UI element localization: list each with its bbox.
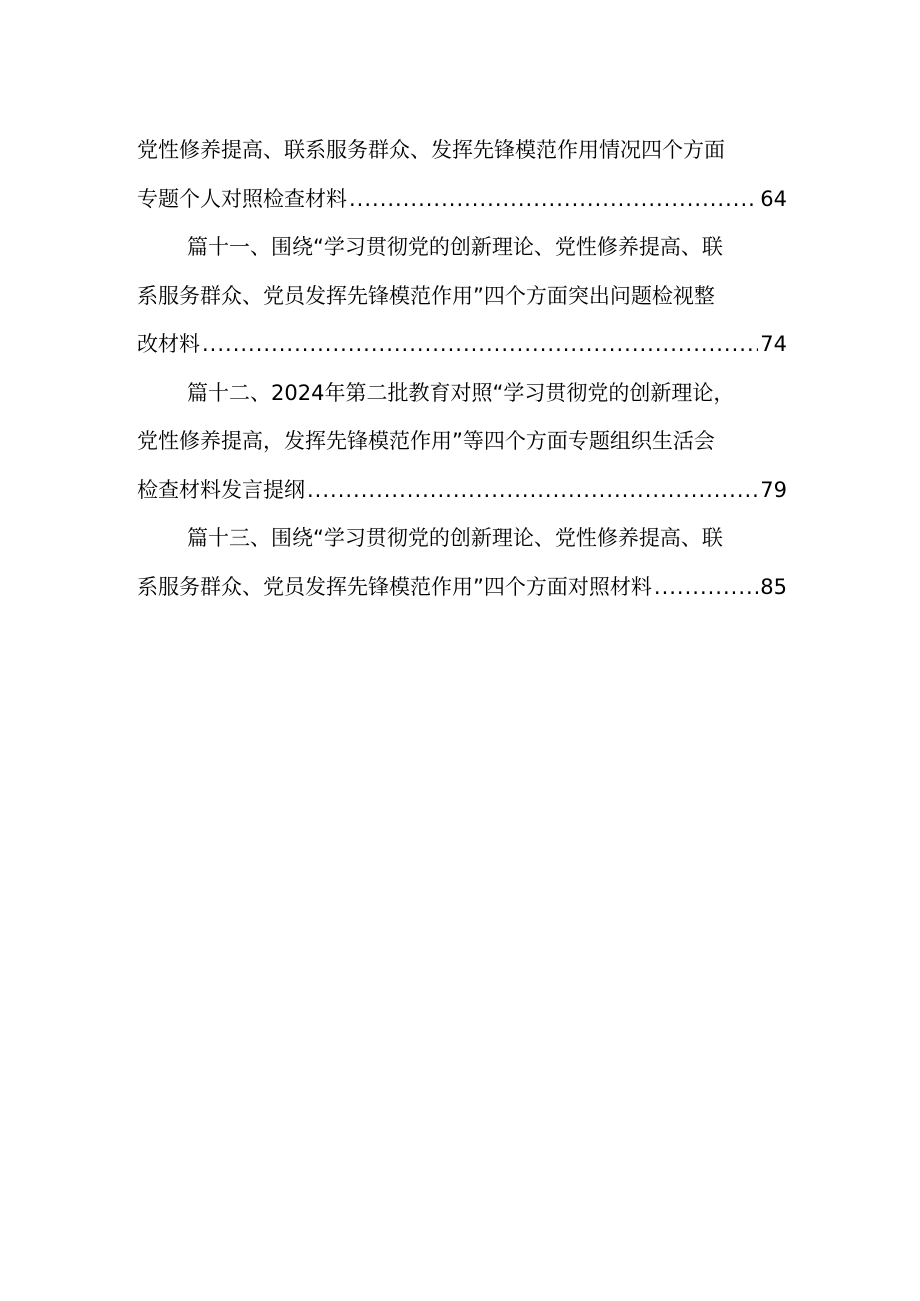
dot-leader [654, 563, 758, 612]
toc-page-number: 79 [760, 477, 787, 502]
toc-page-number: 74 [760, 332, 787, 356]
dot-leader [307, 466, 758, 515]
toc-entry-title-end: 改材料 [137, 332, 200, 356]
toc-entry-last-line [137, 320, 787, 369]
toc-entry-last-line [137, 175, 787, 224]
toc-entry-title-end: 专题个人对照检查材料 [137, 186, 347, 211]
toc-entry-line: 系服务群众、党员发挥先锋模范作用”四个方面突出问题检视整 [137, 283, 715, 308]
toc-page-number: 85 [760, 574, 787, 599]
toc-entry-line: 篇十三、围绕“学习贯彻党的创新理论、党性修养提高、联 [187, 526, 723, 550]
dot-leader [202, 320, 758, 369]
toc-entry-line: 党性修养提高，发挥先锋模范作用”等四个方面专题组织生活会 [137, 429, 715, 453]
toc-entry-last-line [137, 466, 787, 515]
toc-page-number: 64 [760, 186, 787, 211]
toc-entry-line: 党性修养提高、联系服务群众、发挥先锋模范作用情况四个方面 [137, 138, 725, 162]
toc-entry-title-end: 系服务群众、党员发挥先锋模范作用”四个方面对照材料 [137, 574, 652, 599]
table-of-contents [137, 126, 787, 611]
dot-leader [349, 175, 758, 224]
toc-entry-title-end: 检查材料发言提纲 [137, 477, 305, 502]
toc-entry-last-line [137, 563, 787, 612]
toc-entry-line: 篇十一、围绕“学习贯彻党的创新理论、党性修养提高、联 [187, 235, 723, 259]
toc-entry-line: 篇十二、2024年第二批教育对照“学习贯彻党的创新理论， [187, 380, 735, 405]
